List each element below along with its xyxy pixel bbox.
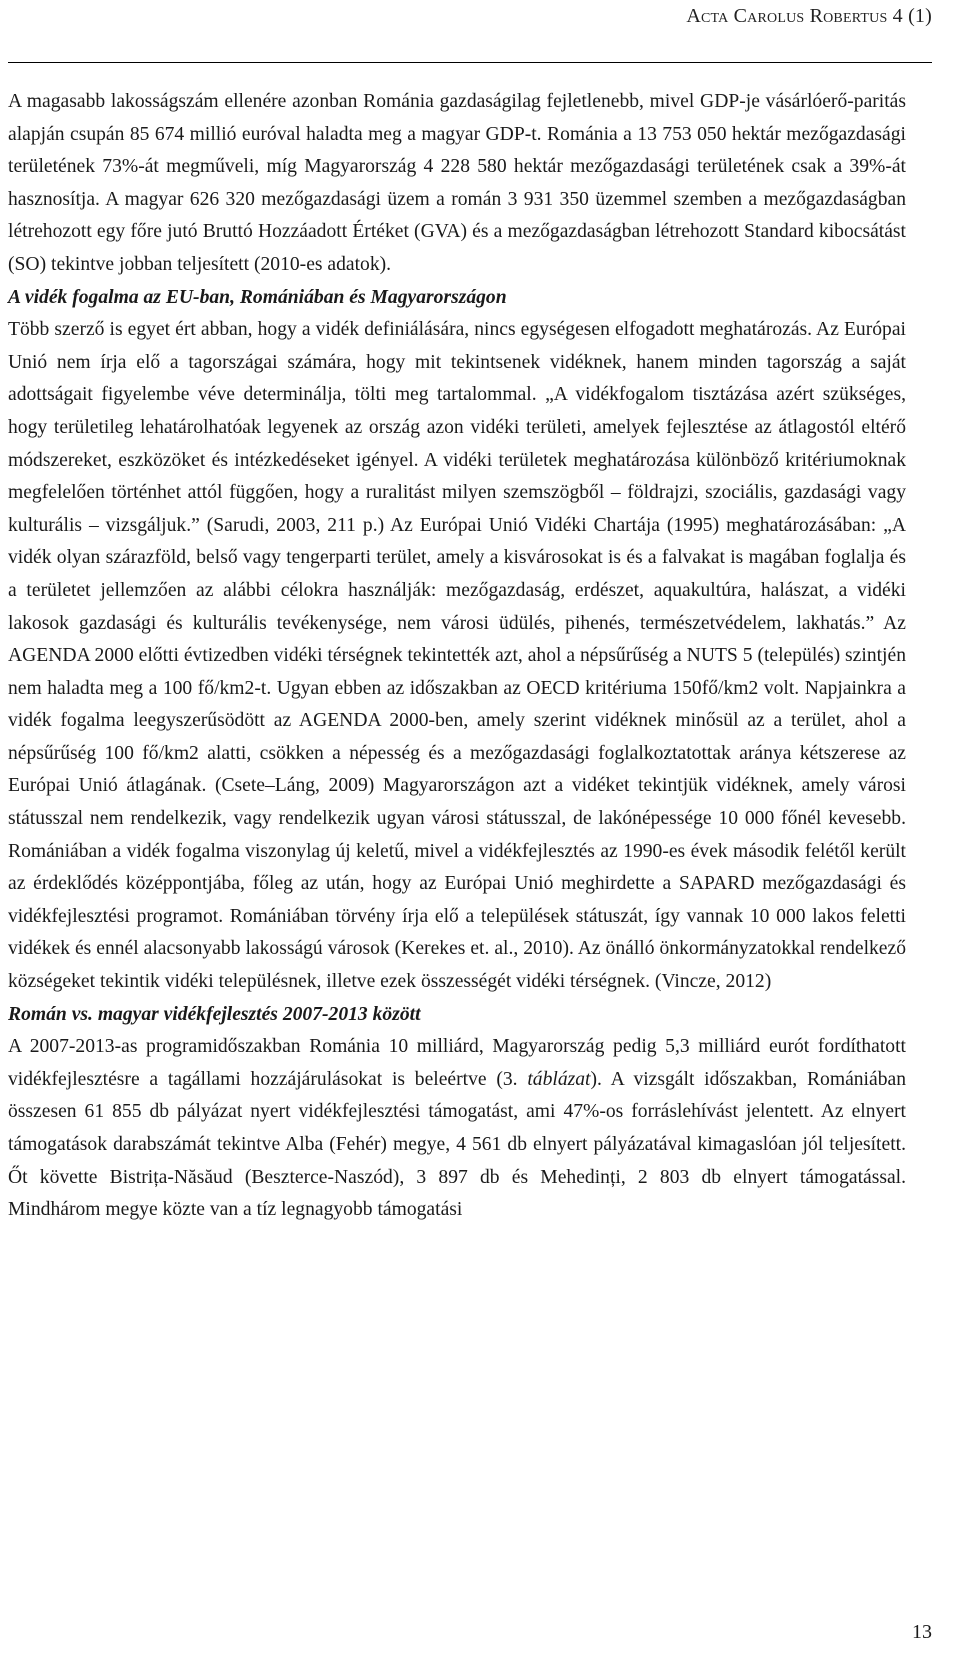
paragraph-funding-2007-2013 xyxy=(8,1031,906,1227)
running-header: Acta Carolus Robertus 4 (1) xyxy=(686,5,932,27)
section-heading-rural-development: Román vs. magyar vidékfejlesztés 2007-2013 között xyxy=(8,1003,421,1025)
table-reference: táblázat xyxy=(527,1068,591,1090)
paragraph-rural-definition: Több szerző is egyet ért abban, hogy a vidék definiálására, nincs egységesen elfogadott meghatározás. Az Európai Unió nem írja elő a tagországai számára, hogy mit tekintsenek vidéknek, hanem minden tagország a saját adottságait figyelembe véve determinálja, tölti meg tartalommal. „A vidékfogalom tisztázása azért szükséges, hogy területileg lehatárolhatóak legyenek az ország azon vidéki területi, amelyek fejlesztése az átlagostól eltérő módszereket, eszközöket és intézkedéseket igényel. A vidéki területek meghatározása különböző kritériumoknak megfelelően történhet attól függően, hogy a ruralitást milyen szemszögből – földrajzi, szociális, gazdasági vagy kulturális – vizsgáljuk.” (Sarudi, 2003, 211 p.) Az Európai Unió Vidéki Chartája (1995) meghatározásában: „A vidék olyan szárazföld, belső vagy tengerparti terület, amely a kisvárosokat is és a falvakat is magában foglalja és a területet jellemzően az alábbi célokra használják: mezőgazdaság, erdészet, aquakultúra, halászat, a vidéki lakosok gazdasági és kulturális tevékenysége, nem városi üdülés, pihenés, természetvédelem, lakhatás.” Az AGENDA 2000 előtti évtizedben vidéki térségnek tekintették azt, ahol a népsűrűség a NUTS 5 (település) szintjén nem haladta meg a 100 fő/km2-t. Ugyan ebben az időszakban az OECD kritériuma 150fő/km2 volt. Napjainkra a vidék fogalma leegyszerűsödött az AGENDA 2000-ben, amely szerint vidéknek minősül az a terület, ahol a népsűrűség 100 fő/km2 alatti, csökken a népesség és a mezőgazdasági foglalkoztatottak aránya kétszerese az Európai Unió átlagának. (Csete–Láng, 2009) Magyarországon azt a vidéket tekintjük vidéknek, amely városi státusszal nem rendelkezik, vagy rendelkezik ugyan városi státusszal, de lakónépessége 10 000 főnél kevesebb. Romániában a vidék fogalma viszonylag új keletű, mivel a vidékfejlesztés az 1990-es évek második felétől került az érdeklődés középpontjába, főleg az után, hogy az Európai Unió meghirdette a SAPARD mezőgazdasági és vidékfejlesztési programot. Romániában törvény írja elő a települések státuszát, így vannak 10 000 lakos feletti vidékek és ennél alacsonyabb lakosságú városok (Kerekes et. al., 2010). Az önálló önkormányzatokkal rendelkező községeket tekintik vidéki településnek, illetve ezek összességét vidéki térségnek. (Vincze, 2012) xyxy=(8,319,906,993)
paragraph-text-part: A 2007-2013-as programidőszakban Románia 10 milliárd, Magyarország pedig 5,3 milliárd eurót fordíthatott vidékfejlesztésre a tagállami hozzájárulásokat is beleértve (3. xyxy=(8,1036,906,1090)
page-number: 13 xyxy=(912,1621,932,1643)
header-divider xyxy=(8,62,932,63)
section-heading-rural-concept: A vidék fogalma az EU-ban, Romániában és Magyarországon xyxy=(8,286,507,308)
paragraph-text-part: ). A vizsgált időszakban, Romániában összesen 61 855 db pályázat nyert vidékfejlesztési támogatást, ami 47%-os forráslehívást jelentett. Az elnyert támogatások darabszámát tekintve Alba (Fehér) megye, 4 561 db elnyert pályázatával kimagaslóan jól teljesített. Őt követte Bistrița-Năsăud (Beszterce-Naszód), 3 897 db és Mehedinți, 2 803 db elnyert támogatással. Mindhárom megye közte van a tíz legnagyobb támogatási xyxy=(8,1068,906,1221)
article-body xyxy=(8,86,906,1227)
paragraph-gdp-comparison: A magasabb lakosságszám ellenére azonban Románia gazdaságilag fejletlenebb, mivel GDP-je vásárlóerő-paritás alapján csupán 85 674 millió euróval haladta meg a magyar GDP-t. Románia a 13 753 050 hektár mezőgazdasági területének 73%-át megműveli, míg Magyarország 4 228 580 hektár mezőgazdasági területének csak a 39%-át hasznosítja. A magyar 626 320 mezőgazdasági üzem a román 3 931 350 üzemmel szemben a mezőgazdaságban létrehozott egy főre jutó Bruttó Hozzáadott Értéket (GVA) és a mezőgazdaságban létrehozott Standard kibocsátást (SO) tekintve jobban teljesített (2010-es adatok). xyxy=(8,91,906,275)
